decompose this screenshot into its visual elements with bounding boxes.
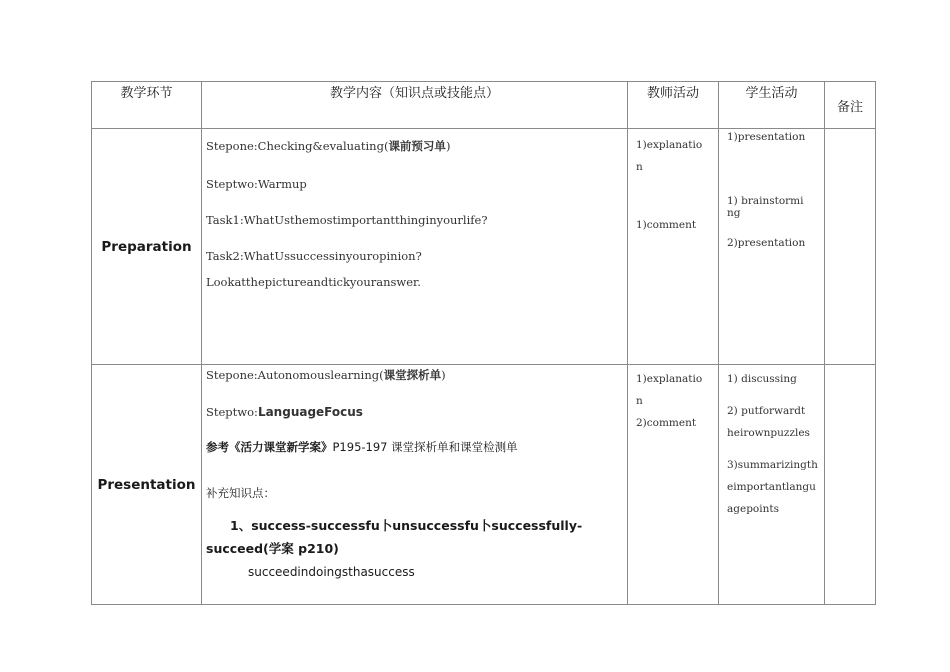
teacher-item: n — [636, 395, 643, 407]
lesson-plan-table — [91, 81, 876, 605]
header-teaching-stage: 教学环节 — [92, 82, 202, 129]
prep-task-one: Task1:WhatUsthemostimportantthinginyourlife? — [206, 213, 488, 227]
student-item: 2) putforwardt — [727, 405, 806, 417]
teacher-item: 2)comment — [636, 417, 697, 429]
header-teacher-activity: 教师活动 — [628, 82, 719, 129]
pres-step-one: Stepone:Autonomouslearning(课堂探析单) — [206, 368, 446, 382]
preparation-content — [202, 129, 628, 365]
prep-task-two-note: Lookatthepictureandtickyouranswer. — [206, 275, 421, 289]
teacher-item: 1)explanatio — [636, 139, 703, 151]
student-item: 3)summarizingth — [727, 459, 818, 471]
header-row — [92, 82, 876, 129]
pres-step-two: Steptwo:LanguageFocus — [206, 405, 363, 419]
presentation-teacher-activity — [628, 365, 719, 605]
prep-task-two: Task2:WhatUssuccessinyouropinion? — [206, 249, 422, 263]
pres-point-one: 1、success-successfu卜unsuccessfu卜successfully- — [230, 518, 583, 533]
presentation-row — [92, 365, 876, 605]
preparation-remarks — [825, 129, 876, 365]
header-teaching-content: 教学内容（知识点或技能点） — [202, 82, 628, 129]
student-item: 1) discussing — [727, 373, 797, 385]
phase-presentation: Presentation — [92, 365, 202, 605]
pres-point-one-cont: succeed(学案 p210) — [206, 541, 339, 556]
header-student-activity: 学生活动 — [719, 82, 825, 129]
preparation-row — [92, 129, 876, 365]
student-item: heirownpuzzles — [727, 427, 810, 439]
preparation-student-activity — [719, 129, 825, 365]
phase-preparation: Preparation — [92, 129, 202, 365]
prep-step-one: Stepone:Checking&evaluating(课前预习单) — [206, 139, 451, 153]
presentation-content — [202, 365, 628, 605]
teacher-item: 1)comment — [636, 219, 697, 231]
presentation-student-activity — [719, 365, 825, 605]
pres-reference: 参考《活力课堂新学案》P195-197 课堂探析单和课堂检测单 — [206, 440, 518, 454]
student-item: 1)presentation — [727, 131, 806, 143]
teacher-item: n — [636, 161, 643, 173]
header-remarks: 备注 — [825, 82, 876, 129]
preparation-teacher-activity — [628, 129, 719, 365]
presentation-remarks — [825, 365, 876, 605]
prep-step-two: Steptwo:Warmup — [206, 177, 307, 191]
pres-point-one-example: succeedindoingsthasuccess — [248, 565, 415, 579]
student-item: 2)presentation — [727, 237, 806, 249]
pres-supplement-heading: 补充知识点： — [206, 486, 275, 500]
student-item: agepoints — [727, 503, 779, 515]
student-item: 1) brainstormi — [727, 195, 804, 207]
teacher-item: 1)explanatio — [636, 373, 703, 385]
student-item: ng — [727, 207, 741, 219]
student-item: eimportantlangu — [727, 481, 816, 493]
